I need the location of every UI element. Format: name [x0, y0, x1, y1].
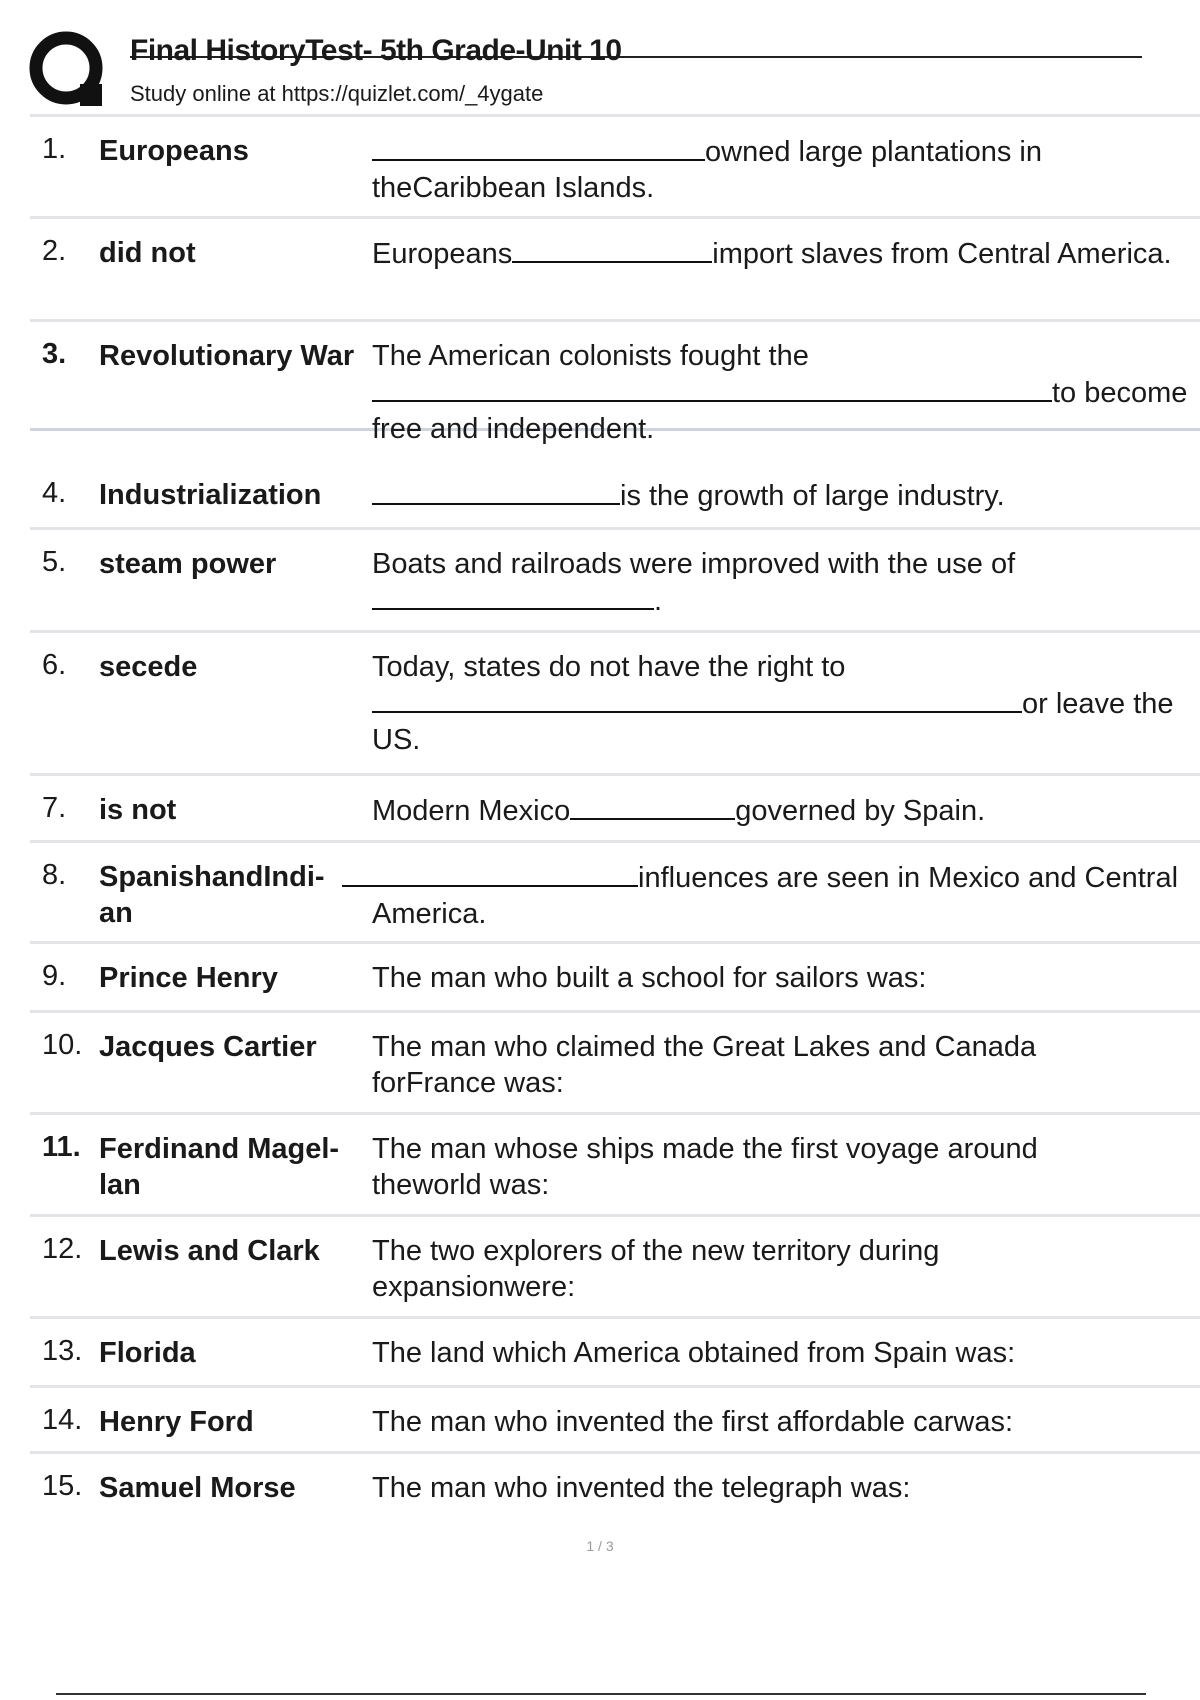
item-number: 3.	[42, 338, 67, 370]
item-definition: The man who invented the first affordable carwas:	[372, 1406, 1014, 1438]
item-definition: The man who built a school for sailors was:	[372, 962, 927, 994]
item-term: Prince Henry	[99, 962, 278, 994]
item-number: 7.	[42, 792, 67, 824]
list-item	[30, 1013, 1200, 1115]
page-number: 1 / 3	[586, 1538, 614, 1554]
item-number: 2.	[42, 235, 67, 267]
list-item	[30, 530, 1200, 633]
item-term: steam power	[99, 548, 277, 580]
answer-blank	[372, 685, 1022, 713]
list-item	[30, 633, 1200, 776]
item-number: 14.	[42, 1404, 83, 1436]
item-definition: The land which America obtained from Spain was:	[372, 1337, 1016, 1369]
item-term: Lewis and Clark	[99, 1235, 320, 1267]
item-term: Industrialization	[99, 479, 322, 511]
answer-blank	[372, 374, 1052, 402]
item-definition: influences are seen in Mexico and Central America.	[372, 859, 1192, 932]
answer-blank	[372, 582, 654, 610]
answer-blank	[570, 792, 735, 820]
list-item	[30, 944, 1200, 1013]
quizlet-logo-icon	[28, 30, 110, 112]
answer-blank	[372, 133, 705, 161]
page-title: Final HistoryTest- 5th Grade-Unit 10	[130, 34, 622, 67]
item-number: 15.	[42, 1470, 83, 1502]
item-number: 6.	[42, 649, 67, 681]
list-item	[30, 843, 1200, 944]
list-item	[30, 1115, 1200, 1217]
item-definition: Boats and railroads were improved with the use of .	[372, 548, 1016, 617]
footer-rule	[56, 1693, 1146, 1695]
item-definition: The American colonists fought the to become free and independent.	[372, 340, 1188, 445]
item-number: 1.	[42, 133, 67, 165]
item-number: 9.	[42, 960, 67, 992]
item-definition: The two explorers of the new territory during expansionwere:	[372, 1235, 940, 1303]
item-term: Henry Ford	[99, 1406, 254, 1438]
item-term: SpanishandIndi-an	[99, 861, 325, 929]
list-item	[30, 461, 1200, 530]
item-term: Florida	[99, 1337, 196, 1369]
item-number: 13.	[42, 1335, 83, 1367]
list-item	[30, 219, 1200, 322]
item-definition: Modern Mexico governed by Spain.	[372, 792, 1192, 829]
item-number: 10.	[42, 1029, 83, 1061]
item-definition: Today, states do not have the right to or leave the US.	[372, 651, 1174, 756]
answer-blank	[342, 859, 638, 887]
list-item	[30, 322, 1200, 445]
item-definition: The man whose ships made the first voyage around theworld was:	[372, 1133, 1038, 1201]
item-term: Jacques Cartier	[99, 1031, 317, 1063]
item-number: 4.	[42, 477, 67, 509]
study-online-link[interactable]: Study online at https://quizlet.com/_4ygate	[130, 81, 544, 106]
item-term: Samuel Morse	[99, 1472, 296, 1504]
item-term: Revolutionary War	[99, 340, 355, 372]
item-number: 5.	[42, 546, 67, 578]
item-term: is not	[99, 794, 177, 826]
answer-blank	[512, 235, 712, 263]
item-definition: The man who invented the telegraph was:	[372, 1472, 911, 1504]
list-item	[30, 1217, 1200, 1319]
item-term: secede	[99, 651, 198, 683]
item-definition: owned large plantations in theCaribbean Islands.	[372, 133, 1192, 206]
list-item	[30, 776, 1200, 843]
item-term: Europeans	[99, 135, 249, 167]
item-definition: Europeans import slaves from Central America.	[372, 235, 1192, 272]
item-number: 8.	[42, 859, 67, 891]
item-number: 11.	[42, 1131, 81, 1163]
item-term: Ferdinand Magel-lan	[99, 1133, 340, 1201]
list-item	[30, 1388, 1200, 1454]
answer-blank	[372, 477, 620, 505]
item-definition: The man who claimed the Great Lakes and Canada forFrance was:	[372, 1031, 1037, 1099]
list-item	[30, 117, 1200, 219]
item-number: 12.	[42, 1233, 83, 1265]
item-term: did not	[99, 237, 196, 269]
list-item	[30, 1454, 1200, 1520]
list-item	[30, 1319, 1200, 1388]
item-definition: is the growth of large industry.	[372, 477, 1192, 514]
